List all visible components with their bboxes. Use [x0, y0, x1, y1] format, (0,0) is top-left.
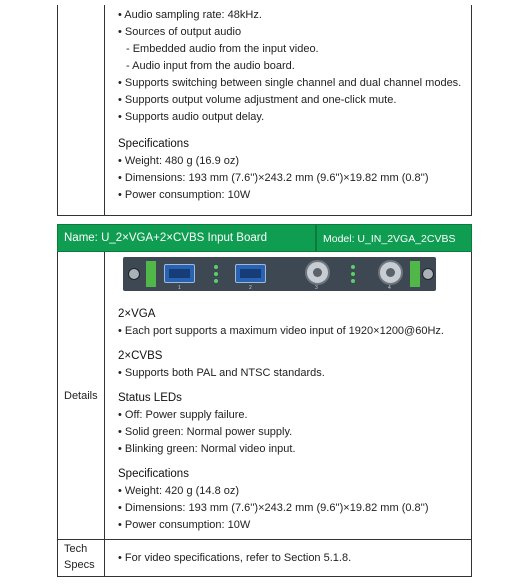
spec-line: • Power consumption: 10W	[118, 189, 251, 201]
details-label-cell	[57, 252, 105, 540]
spec-table	[57, 5, 472, 577]
spec-heading: Specifications	[118, 468, 189, 480]
status-led-icon	[214, 272, 218, 276]
vga-port-icon	[235, 264, 266, 283]
mounting-screw-icon	[422, 268, 434, 280]
spec-line: • Weight: 420 g (14.8 oz)	[118, 485, 240, 497]
mounting-screw-icon	[128, 268, 140, 280]
details-content-cell	[104, 252, 472, 540]
feature-subline: - Embedded audio from the input video.	[126, 43, 319, 55]
terminal-block-icon	[410, 261, 420, 287]
port-label: 4	[388, 285, 391, 291]
status-led-icon	[214, 279, 218, 283]
board-model-header	[316, 224, 472, 252]
status-led-icon	[214, 265, 218, 269]
feature-line: • Supports output volume adjustment and one-click mute.	[118, 94, 397, 106]
tech-specs-text: • For video specifications, refer to Section 5.1.8.	[118, 552, 352, 564]
board-image	[123, 257, 436, 291]
board-name-header	[57, 224, 316, 252]
top-left-cell	[57, 5, 105, 216]
port-label: 1	[178, 285, 181, 291]
cvbs-heading: 2×CVBS	[118, 350, 163, 362]
status-led-icon	[351, 279, 355, 283]
spec-line: • Power consumption: 10W	[118, 519, 251, 531]
status-led-icon	[351, 265, 355, 269]
details-label: Details	[64, 390, 98, 402]
feature-line: • Audio sampling rate: 48kHz.	[118, 9, 262, 21]
tech-specs-content-cell	[104, 540, 472, 577]
feature-line: • Supports audio output delay.	[118, 111, 265, 123]
tech-specs-label-line2: Specs	[64, 559, 95, 571]
vga-port-icon	[164, 264, 195, 283]
terminal-block-icon	[146, 261, 156, 287]
led-line: • Blinking green: Normal video input.	[118, 443, 296, 455]
top-content-cell	[104, 5, 472, 216]
feature-line: • Sources of output audio	[118, 26, 242, 38]
spec-heading: Specifications	[118, 138, 189, 150]
bnc-connector-icon	[305, 260, 330, 285]
spec-line: • Dimensions: 193 mm (7.6'')×243.2 mm (9.6'')×19.82 mm (0.8'')	[118, 172, 429, 184]
status-led-icon	[351, 272, 355, 276]
vga-line: • Each port supports a maximum video input of 1920×1200@60Hz.	[118, 325, 444, 337]
feature-line: • Supports switching between single channel and dual channel modes.	[118, 77, 462, 89]
feature-subline: - Audio input from the audio board.	[126, 60, 295, 72]
tech-specs-label-line1: Tech	[64, 543, 88, 555]
tech-specs-label-cell	[57, 540, 105, 577]
board-model: Model: U_IN_2VGA_2CVBS	[323, 233, 456, 245]
bnc-connector-icon	[378, 260, 403, 285]
cvbs-line: • Supports both PAL and NTSC standards.	[118, 367, 325, 379]
led-line: • Off: Power supply failure.	[118, 409, 248, 421]
spec-line: • Dimensions: 193 mm (7.6'')×243.2 mm (9.6'')×19.82 mm (0.8'')	[118, 502, 429, 514]
led-line: • Solid green: Normal power supply.	[118, 426, 293, 438]
port-label: 3	[315, 285, 318, 291]
led-heading: Status LEDs	[118, 392, 182, 404]
board-name: Name: U_2×VGA+2×CVBS Input Board	[64, 232, 267, 244]
spec-line: • Weight: 480 g (16.9 oz)	[118, 155, 240, 167]
port-label: 2	[249, 285, 252, 291]
vga-heading: 2×VGA	[118, 308, 156, 320]
